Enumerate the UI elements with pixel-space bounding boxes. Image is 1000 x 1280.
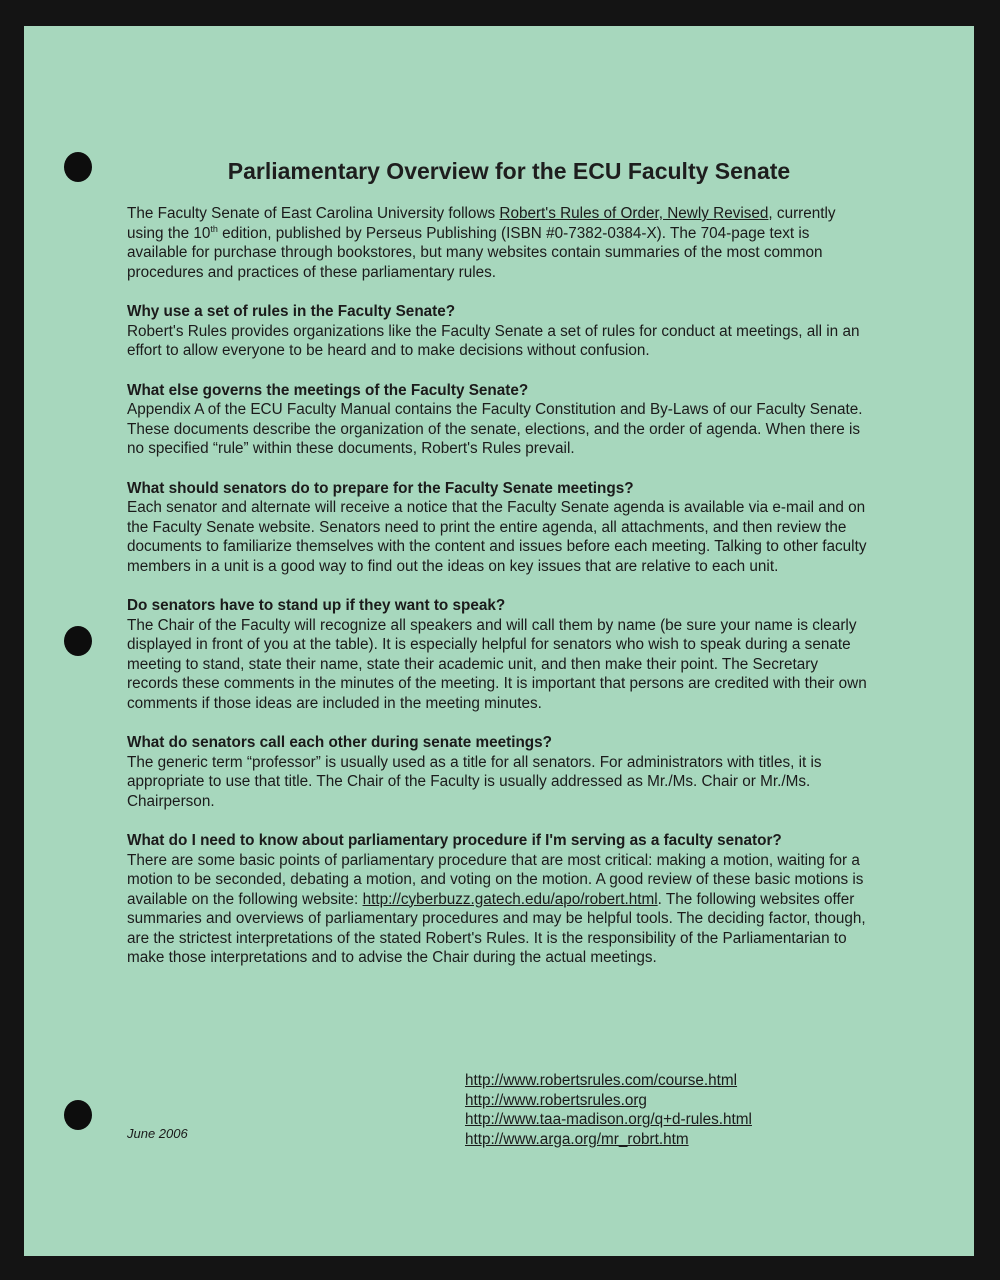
link-robertsrules-course[interactable]: http://www.robertsrules.com/course.html (465, 1072, 738, 1089)
faq-section (127, 302, 872, 361)
ordinal-suffix: th (210, 223, 218, 234)
faq-answer: Appendix A of the ECU Faculty Manual contains the Faculty Constitution and By-Laws of our Faculty Senate. These documents describe the organization of the senate, elections, and the order of agenda. When there is no specified “rule” within these documents, Robert's Rules prevail. (127, 401, 863, 457)
page-title: Parliamentary Overview for the ECU Faculty Senate (227, 158, 791, 184)
punch-hole (64, 1100, 92, 1130)
faq-question: Why use a set of rules in the Faculty Senate? (127, 303, 456, 320)
faq-question: What else governs the meetings of the Faculty Senate? (127, 381, 529, 399)
faq-answer: Robert's Rules provides organizations like the Faculty Senate a set of rules for conduct at meetings, all in an effort to allow everyone to be heard and to make decisions without confusion. (127, 322, 860, 359)
intro-text: The Faculty Senate of East Carolina University follows (127, 205, 500, 222)
faq-question: What do I need to know about parliamentary procedure if I'm serving as a faculty senator? (127, 832, 782, 849)
faq-answer: There are some basic points of parliamentary procedure that are most critical: making a motion, waiting for a motion to be seconded, debating a motion, and voting on the motion. A good review of these basic motions is available on the following website: (127, 851, 864, 908)
faq-section (127, 479, 872, 577)
link-arga[interactable]: http://www.arga.org/mr_robrt.htm (465, 1130, 689, 1148)
faq-answer: The generic term “professor” is usually used as a title for all senators. For administrators with titles, it is appropriate to use that title. The Chair of the Faculty is usually addressed as Mr./Ms. Chair or Mr./Ms. Chairperson. (127, 753, 822, 810)
document-page (24, 26, 974, 1256)
faq-section (127, 381, 872, 459)
faq-section (127, 831, 872, 968)
punch-hole (64, 626, 92, 656)
intro-paragraph (127, 204, 872, 282)
document-body (127, 204, 872, 988)
faq-section (127, 596, 872, 713)
link-taa-madison[interactable]: http://www.taa-madison.org/q+d-rules.html (465, 1111, 752, 1128)
faq-answer: Each senator and alternate will receive a notice that the Faculty Senate agenda is available via e-mail and on the Faculty Senate website. Senators need to print the entire agenda, all attachments, and then review the documents to familiarize themselves with the content and issues before each meeting. Talking to other faculty members in a unit is a good way to find out the ideas on key issues that are relative to each unit. (127, 499, 867, 575)
faq-section (127, 733, 872, 811)
faq-question: What do senators call each other during senate meetings? (127, 734, 553, 751)
faq-question: What should senators do to prepare for the Faculty Senate meetings? (127, 479, 634, 497)
website-links (465, 1071, 752, 1149)
cyberbuzz-link[interactable]: http://cyberbuzz.gatech.edu/apo/robert.html (362, 890, 658, 908)
link-robertsrules-org[interactable]: http://www.robertsrules.org (465, 1091, 647, 1109)
faq-question: Do senators have to stand up if they want to speak? (127, 597, 506, 614)
faq-answer: The Chair of the Faculty will recognize all speakers and will call them by name (be sure your name is clearly displayed in front of you at the table). It is especially helpful for senators who wish to speak during a senate meeting to stand, state their name, state their academic unit, and then make their point. The Secretary records these comments in the minutes of the meeting. It is important that persons are credited with their own comments if those ideas are included in the meeting minutes. (127, 616, 867, 712)
book-title: Robert's Rules of Order, Newly Revised (499, 205, 769, 222)
faq-answer: . The following websites offer summaries and overviews of parliamentary procedures and may be helpful tools. The deciding factor, though, are the strictest interpretations of the stated Robert's Rules. It is the responsibility of the Parliamentarian to make those interpretations and to advise the Chair during the actual meetings. (127, 890, 866, 966)
intro-text: edition, published by Perseus Publishing (ISBN #0-7382-0384-X). The 704-page text is available for purchase through bookstores, but many websites contain summaries of the most common procedures and practices of these parliamentary rules. (127, 224, 823, 281)
intro-text: , currently using the 10 (127, 205, 836, 242)
document-date: June 2006 (127, 1126, 188, 1141)
